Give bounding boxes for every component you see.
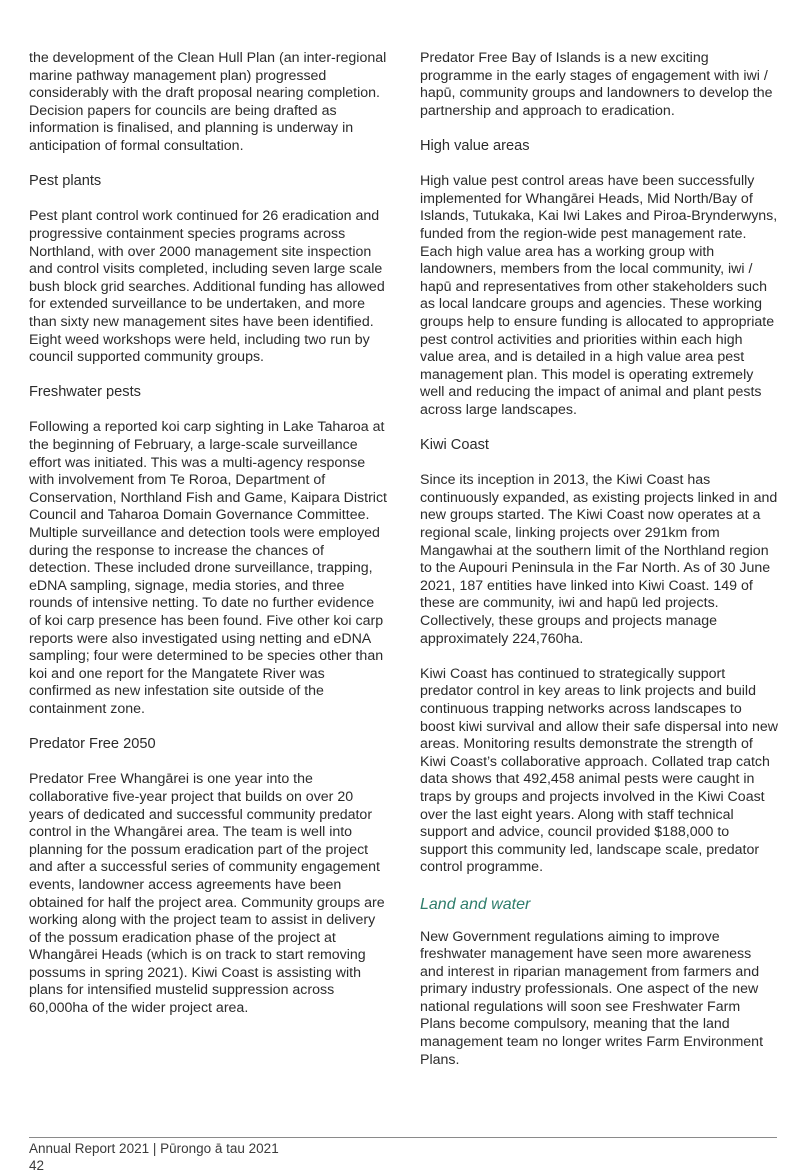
- footer-report-title: Annual Report 2021 | Pūrongo ā tau 2021: [29, 1141, 279, 1156]
- pest-plants-heading: Pest plants: [29, 173, 102, 190]
- high-value-areas-heading: High value areas: [420, 137, 530, 154]
- right-column: [420, 50, 778, 1087]
- kiwi-coast-heading: Kiwi Coast: [420, 437, 489, 454]
- footer-divider: [29, 1137, 777, 1138]
- freshwater-pests-heading: Freshwater pests: [29, 384, 141, 401]
- kiwi-coast-paragraph-2: Kiwi Coast has continued to strategically support predator control in key areas to link projects and build continuous trapping networks across landscapes to boost kiwi survival and allow their safe dispersal into new areas. Monitoring results demonstrate the strength of Kiwi Coast’s collaborative approach. Collated trap catch data shows that 492,458 animal pests were caught in traps by groups and projects involved in the Kiwi Coast over the last eight years. Along with staff technical support and advice, council provided $188,000 to support this community led, landscape scale, predator control programme.: [420, 665, 779, 876]
- kiwi-coast-paragraph-1: Since its inception in 2013, the Kiwi Coast has continuously expanded, as existing projects linked in and new groups started. The Kiwi Coast now operates at a regional scale, linking projects over 291km from Mangawhai at the southern limit of the Northland region to the Aupouri Peninsula in the Far North. As of 30 June 2021, 187 entities have linked into Kiwi Coast. 149 of these are community, iwi and hapū led projects. Collectively, these groups and projects manage approximately 224,760ha.: [420, 472, 778, 647]
- high-value-areas-paragraph: High value pest control areas have been successfully implemented for Whangārei Heads, Mid North/Bay of Islands, Tutukaka, Kai Iwi Lakes and Piroa-Brynderwyns, funded from the region-wide pest management rate. Each high value area has a working group with landowners, members from the local community, iwi / hapū and representatives from other stakeholders such as local landcare groups and agencies. These working groups help to ensure funding is allocated to appropriate pest control activities and priorities within each high value area, and is detailed in a high value area pest management plan. This model is operating extremely well and reducing the impact of animal and plant pests across large landscapes.: [420, 173, 778, 418]
- land-and-water-heading: Land and water: [420, 895, 531, 913]
- predator-free-heading: Predator Free 2050: [29, 736, 156, 753]
- predator-free-paragraph: Predator Free Whangārei is one year into the collaborative five-year project that builds on over 20 years of dedicated and successful community predator control in the Whangārei area. The team is well into planning for the possum eradication part of the project and after a successful series of community engagement events, landowner access agreements have been obtained for half the project area. Community groups are working along with the project team to assist in delivery of the possum eradication phase of the project at Whangārei Heads (which is on track to start removing possums in spring 2021). Kiwi Coast is assisting with plans for intensified mustelid suppression across 60,000ha of the wider project area.: [29, 771, 385, 1017]
- bay-of-islands-paragraph: Predator Free Bay of Islands is a new exciting programme in the early stages of engagement with iwi / hapū, community groups and landowners to develop the partnership and approach to eradication.: [420, 50, 773, 119]
- clean-hull-paragraph: the development of the Clean Hull Plan (an inter-regional marine pathway management plan) progressed considerably with the draft proposal nearing completion. Decision papers for councils are being drafted as information is finalised, and planning is underway in anticipation of formal consultation.: [29, 50, 387, 154]
- pest-plants-paragraph: Pest plant control work continued for 26 eradication and progressive containment species programs across Northland, with over 2000 management site inspection and control visits completed, including seven large scale bush block grid searches. Additional funding has allowed for extended surveillance to be undertaken, and more than sixty new management sites have been identified. Eight weed workshops were held, including two run by council supported community groups.: [29, 208, 385, 366]
- freshwater-pests-paragraph: Following a reported koi carp sighting in Lake Taharoa at the beginning of February, a large-scale surveillance effort was initiated. This was a multi-agency response with involvement from Te Roroa, Department of Conservation, Northland Fish and Game, Kaipara District Council and Taharoa Domain Governance Committee. Multiple surveillance and detection tools were employed during the response to increase the chances of detection. These included drone surveillance, trapping, eDNA sampling, signage, media stories, and three rounds of intensive netting. To date no further evidence of koi carp presence has been found. Five other koi carp reports were also investigated using netting and eDNA sampling; four were determined to be species other than koi and one report for the Mangatete River was confirmed as new infestation site outside of the containment zone.: [29, 419, 387, 717]
- land-and-water-paragraph: New Government regulations aiming to improve freshwater management have seen more awareness and interest in riparian management from farmers and primary industry professionals. One aspect of the new national regulations will soon see Freshwater Farm Plans become compulsory, meaning that the land management team no longer writes Farm Environment Plans.: [420, 928, 764, 1068]
- left-column: [29, 50, 387, 1035]
- page-number: 42: [29, 1158, 45, 1173]
